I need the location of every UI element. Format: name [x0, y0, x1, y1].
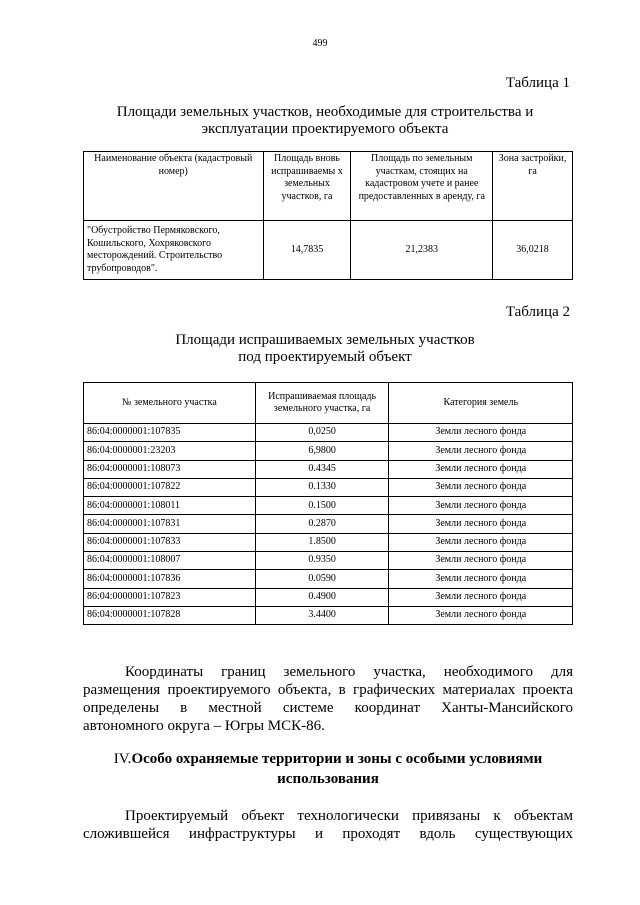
table1-title	[80, 104, 570, 138]
parcel-category: Земли лесного фонда	[389, 533, 573, 551]
parcel-area: 6,9800	[255, 442, 389, 460]
parcel-area: 0.4345	[255, 460, 389, 478]
table1	[83, 151, 573, 280]
parcel-id: 86:04:0000001:108007	[84, 552, 256, 570]
parcel-area: 0.1330	[255, 478, 389, 496]
table1-header-new-area: Площадь вновь испрашиваемы х земельных участков, га	[263, 152, 351, 221]
section-heading	[83, 749, 573, 789]
parcel-category: Земли лесного фонда	[389, 515, 573, 533]
table-row	[84, 533, 573, 551]
table1-header-row	[84, 152, 573, 221]
parcel-category: Земли лесного фонда	[389, 424, 573, 442]
table-row	[84, 570, 573, 588]
table2-header-category: Категория земель	[389, 383, 573, 424]
parcel-category: Земли лесного фонда	[389, 606, 573, 624]
table2-header-id: № земельного участка	[84, 383, 256, 424]
project-line2: сложившейся инфраструктуры и проходят вдоль существующих	[83, 826, 573, 842]
parcel-area: 1.8500	[255, 533, 389, 551]
parcel-area: 3.4400	[255, 606, 389, 624]
table1-header-registered-area: Площадь по земельным участкам, стоящих на кадастровом учете и ранее предоставленных в аренду, га	[351, 152, 493, 221]
table2-caption: Таблица 2	[505, 304, 570, 320]
parcel-category: Земли лесного фонда	[389, 478, 573, 496]
parcel-id: 86:04:0000001:107833	[84, 533, 256, 551]
parcel-id: 86:04:0000001:107831	[84, 515, 256, 533]
table1-object-name: "Обустройство Пермяковского, Кошильского, Хохряковского месторождений. Строительство трубопроводов".	[84, 221, 264, 280]
table-row	[84, 442, 573, 460]
coordinates-paragraph	[83, 663, 573, 735]
project-line1: Проектируемый объект технологически привязаны к объектам	[125, 808, 573, 824]
table2-header-row	[84, 383, 573, 424]
parcel-id: 86:04:0000001:108073	[84, 460, 256, 478]
table2-header-area: Испрашиваемая площадь земельного участка, га	[255, 383, 389, 424]
table1-title-line2: эксплуатации проектируемого объекта	[201, 121, 449, 137]
project-paragraph	[83, 807, 573, 843]
parcel-id: 86:04:0000001:23203	[84, 442, 256, 460]
table-row	[84, 588, 573, 606]
parcel-id: 86:04:0000001:107836	[84, 570, 256, 588]
page-number: 499	[312, 38, 328, 49]
parcel-id: 86:04:0000001:107835	[84, 424, 256, 442]
table-row	[84, 606, 573, 624]
table1-registered-area: 21,2383	[351, 221, 493, 280]
parcel-category: Земли лесного фонда	[389, 552, 573, 570]
parcel-category: Земли лесного фонда	[389, 570, 573, 588]
parcel-area: 0.4900	[255, 588, 389, 606]
table-row	[84, 424, 573, 442]
table-row	[84, 515, 573, 533]
parcel-category: Земли лесного фонда	[389, 442, 573, 460]
parcel-id: 86:04:0000001:107822	[84, 478, 256, 496]
coordinates-line2: размещения проектируемого объекта, в графических материалах проекта	[83, 682, 573, 698]
coordinates-line1: Координаты границ земельного участка, необходимого для	[125, 664, 573, 680]
table1-title-line1: Площади земельных участков, необходимые для строительства и	[116, 104, 534, 120]
table1-zone: 36,0218	[493, 221, 573, 280]
parcel-category: Земли лесного фонда	[389, 497, 573, 515]
table-row	[84, 552, 573, 570]
coordinates-line4: автономного округа – Югры МСК-86.	[83, 718, 325, 734]
table2-title-line2: под проектируемый объект	[238, 349, 412, 365]
parcel-id: 86:04:0000001:107828	[84, 606, 256, 624]
table-row	[84, 478, 573, 496]
parcel-id: 86:04:0000001:107823	[84, 588, 256, 606]
parcel-area: 0.1500	[255, 497, 389, 515]
table2-title-line1: Площади испрашиваемых земельных участков	[175, 332, 475, 348]
table1-new-area: 14,7835	[263, 221, 351, 280]
table1-header-name: Наименование объекта (кадастровый номер)	[84, 152, 264, 221]
table2	[83, 382, 573, 625]
table2-title	[80, 332, 570, 366]
parcel-id: 86:04:0000001:108011	[84, 497, 256, 515]
parcel-category: Земли лесного фонда	[389, 460, 573, 478]
table-row	[84, 497, 573, 515]
table1-caption: Таблица 1	[505, 75, 570, 91]
parcel-category: Земли лесного фонда	[389, 588, 573, 606]
table-row	[84, 221, 573, 280]
table-row	[84, 460, 573, 478]
parcel-area: 0,0250	[255, 424, 389, 442]
section-title-line2: использования	[277, 771, 379, 787]
parcel-area: 0.9350	[255, 552, 389, 570]
section-title-line1: Особо охраняемые территории и зоны с особыми условиями	[131, 751, 543, 767]
table1-header-zone: Зона застройки, га	[493, 152, 573, 221]
parcel-area: 0.2870	[255, 515, 389, 533]
coordinates-line3: определены в местной системе координат Ханты-Мансийского	[83, 700, 573, 716]
section-number: IV.	[113, 751, 132, 767]
parcel-area: 0.0590	[255, 570, 389, 588]
